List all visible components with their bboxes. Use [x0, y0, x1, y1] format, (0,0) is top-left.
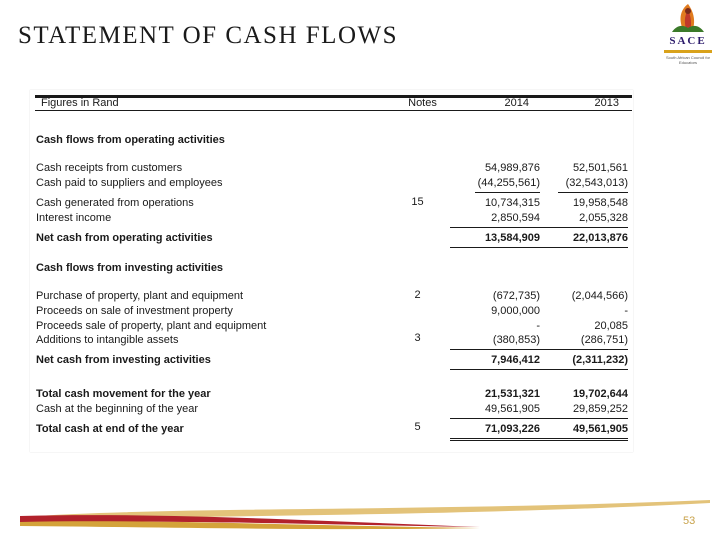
row-value-2013: 2,055,328 [579, 212, 628, 224]
row-value-2014: 21,531,321 [484, 388, 540, 400]
row-note: 5 [414, 421, 421, 433]
row-value-2014: (380,853) [492, 334, 540, 346]
table-header [35, 95, 632, 111]
section-investing: Cash flows from investing activities [36, 262, 224, 274]
row-value-2013: (2,044,566) [571, 290, 628, 302]
row-value-2014: 9,000,000 [491, 305, 540, 317]
row-value-2013: 29,859,252 [572, 403, 628, 415]
header-label: Figures in Rand [41, 97, 119, 109]
subtotal-rule [450, 227, 628, 228]
row-label: Cash generated from operations [36, 197, 194, 209]
row-label: Net cash from operating activities [36, 232, 213, 244]
row-value-2014: 71,093,226 [484, 423, 540, 435]
row-value-2013: 20,085 [594, 320, 628, 332]
row-value-2014: 13,584,909 [484, 232, 540, 244]
row-value-2013: 49,561,905 [572, 423, 628, 435]
total-rule [450, 247, 628, 248]
row-label: Cash paid to suppliers and employees [36, 177, 223, 189]
row-note: 15 [411, 196, 424, 208]
row-label: Total cash movement for the year [36, 388, 211, 400]
row-label: Cash receipts from customers [36, 162, 183, 174]
subtotal-rule [558, 192, 628, 193]
row-note: 2 [414, 289, 421, 301]
row-value-2013: (2,311,232) [572, 354, 628, 366]
section-operating: Cash flows from operating activities [36, 134, 225, 146]
row-value-2014: 54,989,876 [484, 162, 540, 174]
row-value-2014: (672,735) [492, 290, 540, 302]
page-number: 53 [683, 515, 696, 527]
row-label: Interest income [36, 212, 112, 224]
header-2013: 2013 [594, 97, 619, 109]
subtotal-rule [475, 192, 540, 193]
row-value-2014: 7,946,412 [491, 354, 540, 366]
cash-flow-table [30, 90, 633, 452]
row-value-2014: 10,734,315 [484, 197, 540, 209]
subtotal-rule [450, 349, 628, 350]
row-value-2014: 49,561,905 [484, 403, 540, 415]
logo-wordmark: SACE [669, 35, 707, 47]
row-note: 3 [414, 332, 421, 344]
flame-figure-icon [658, 2, 718, 36]
row-label: Additions to intangible assets [36, 334, 179, 346]
logo-tagline: South African Council for Educators [665, 55, 711, 65]
row-label: Proceeds on sale of investment property [36, 305, 233, 317]
row-value-2013: (286,751) [580, 334, 628, 346]
row-value-2013: 52,501,561 [572, 162, 628, 174]
subtotal-rule [450, 418, 628, 419]
logo-underline [664, 50, 712, 53]
total-rule [450, 369, 628, 370]
header-notes: Notes [408, 97, 437, 109]
sace-logo [658, 2, 718, 66]
row-value-2013: 19,958,548 [572, 197, 628, 209]
row-label: Proceeds sale of property, plant and equipment [36, 320, 267, 332]
row-label: Total cash at end of the year [36, 423, 184, 435]
row-value-2014: - [536, 320, 540, 332]
row-label: Net cash from investing activities [36, 354, 211, 366]
row-value-2013: - [624, 305, 628, 317]
row-value-2013: 22,013,876 [572, 232, 628, 244]
total-double-rule [450, 440, 628, 441]
row-value-2013: 19,702,644 [572, 388, 628, 400]
row-label: Purchase of property, plant and equipment [36, 290, 244, 302]
footer-swoosh [0, 500, 720, 540]
page-title: STATEMENT OF CASH FLOWS [18, 22, 398, 49]
row-value-2013: (32,543,013) [565, 177, 628, 189]
row-label: Cash at the beginning of the year [36, 403, 199, 415]
row-value-2014: (44,255,561) [477, 177, 540, 189]
header-2014: 2014 [504, 97, 529, 109]
total-double-rule [450, 438, 628, 439]
row-value-2014: 2,850,594 [491, 212, 540, 224]
